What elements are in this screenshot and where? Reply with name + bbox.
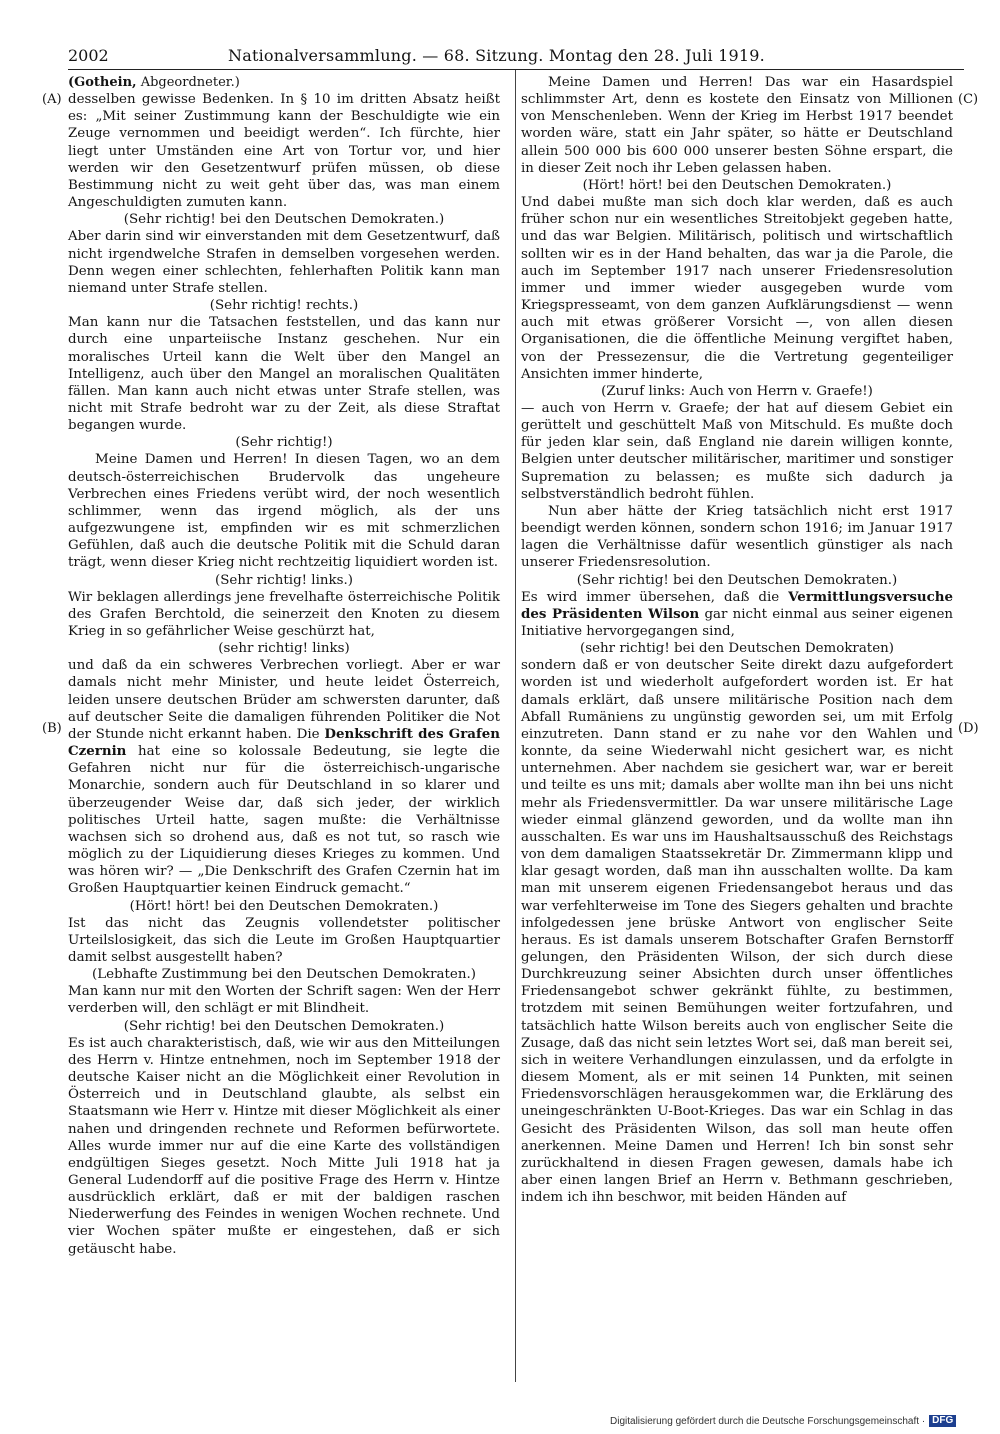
paragraph-text: (Sehr richtig!) [235,435,333,451]
paragraph [521,503,953,572]
paragraph-text: (Hört! hört! bei den Deutschen Demokraten.) [582,177,892,193]
paragraph-text: hat eine so kolossale Bedeutung, sie legte die Gefahren nicht nur für die österreichisch-ungarische Monarchie, sondern auch für Deutschland in so klarer und überzeugender Weise dar, daß sich jeder, der wirklich politisches Urteil hatte, sagen mußte: die Verhältnisse wachsen sich so drohend aus, daß es not tut, so rasch wie möglich zu der Liquidierung dieses Krieges zu kommen. Und was hören wir? — „Die Denkschrift des Grafen Czernin hat im Großen Hauptquartier keinen Eindruck gemacht.“ [68,744,500,897]
paragraph-text: — auch von Herrn v. Graefe; der hat auf diesem Gebiet ein gerüttelt und geschüttelt Maß von Mitschuld. Es mußte doch für jeden klar sein, daß England nie darein willigen konnte, Belgien unter deutscher militärischer, maritimer und sonstiger Supremation zu belassen; es mußte sich dadurch ja selbstverständlich bedroht fühlen. [521,400,953,502]
paragraph-text: sondern daß er von deutscher Seite direkt dazu aufgefordert worden ist und wiederholt aufgefordert worden ist. Er hat damals erklärt, daß unsere militärische Position nach dem Abfall Rumäniens zu ungünstig geworden sei, um mit Erfolg einzutreten. Dann stand er zu nahe vor den Wahlen und konnte, da seine Wiederwahl nicht gesichert war, es nicht unternehmen. Aber nachdem sie gesichert war, war er bereit und teilte es uns mit; damals aber wollte man ihn bei uns nicht mehr als Friedensvermittler. Da war unsere militärische Lage wieder einmal glänzend geworden, und da wollte man ihn ausschalten. Es war uns im Haushaltsausschuß des Reichstags von dem damaligen Staatssekretär Dr. Zimmermann klipp und klar gesagt worden, daß man ihn ausschalten wollte. Da kam man mit unserem eigenen Friedensangebot heraus und das war verfehlterweise im Tone des Siegers gehalten und brachte infolgedessen jene brüske Antwort von englischer Seite heraus. Es ist damals unserem Botschafter Grafen Bernstorff gelungen, den Präsidenten Wilson, der sich durch diese Durchkreuzung seiner Absichten durch unser öffentliches Friedensangebot schwer gekränkt fühlte, zu bestimmen, trotzdem mit seinen Bemühungen weiter fortzufahren, und tatsächlich hatte Wilson bereits auch von englischer Seite die Zusage, daß das nicht sein letztes Wort sei, daß man bereit sei, sich in weitere Verhandlungen einzulassen, und da erfolgte in diesem Moment, als er mit seinen 14 Punkten, mit seinen Friedensvorschlägen herausgekommen war, die Erklärung des uneingeschränkten U-Boot-Krieges. Das war ein Schlag in das Gesicht des Präsidenten Wilson, das soll man heute offen anerkennen. Meine Damen und Herren! Ich bin sonst sehr zurückhaltend in diesen Fragen gewesen, damals habe ich aber einen langen Brief an Herrn v. Bethmann geschrieben, indem ich ihn beschwor, mit beiden Händen auf [521,658,953,1206]
paragraph-text: (Sehr richtig! bei den Deutschen Demokraten.) [576,572,898,588]
paragraph-text: (Sehr richtig! rechts.) [209,298,359,314]
interjection [521,383,953,400]
speaker-role: Abgeordneter.) [136,75,240,90]
paragraph-text: Man kann nur die Tatsachen feststellen, und das kann nur durch eine unparteiische Instanz geschehen. Nur ein moralisches Urteil kann die Welt über den Mangel an Intelligenz, auch über den Mangel an moralischen Qualitäten fällen. Man kann auch nicht etwas unter Strafe stellen, was nicht mit Strafe bedroht war zu der Zeit, als diese Straftat begangen wurde. [68,315,500,434]
paragraph-text: gar nicht einmal aus seiner eigenen Initiative hervorgegangen sind, [521,606,953,639]
interjection [68,434,500,451]
interjection [521,572,953,589]
paragraph [68,1035,500,1258]
paragraph-text: (Sehr richtig! bei den Deutschen Demokraten.) [123,1018,445,1034]
paragraph-text: Und dabei mußte man sich doch klar werden, daß es auch früher schon nur ein wesentliches Streitobjekt gegeben hatte, und das war Belgien. Militärisch, politisch und wirtschaftlich sollten wir es in der Hand behalten, das war ja die Parole, die auch im September 1917 nach unserer Friedensresolution immer und immer wieder ausgegeben wurde vom Kriegspresseamt, von dem ganzen Aufklärungsdienst — wenn auch mit etwas größerer Vorsicht —, von allen diesen Organisationen, die die öffentliche Meinung vergiftet haben, von der Pressezensur, die die Vertretung gegenteiliger Ansichten immer hinderte, [521,195,953,382]
paragraph [68,589,500,640]
interjection [68,572,500,589]
paragraph [521,400,953,503]
interjection [68,966,500,983]
paragraph-text: Wir beklagen allerdings jene frevelhafte österreichische Politik des Grafen Berchtold, die seinerzeit den Knoten zu diesem Krieg in so gefährlicher Weise geschürzt hat, [68,589,500,639]
paragraph [68,657,500,897]
paragraph-text: (sehr richtig! bei den Deutschen Demokraten) [580,641,894,657]
interjection [68,297,500,314]
paragraph-text: Es ist auch charakteristisch, daß, wie wir aus den Mitteilungen des Herrn v. Hintze entnehmen, noch im September 1918 der deutsche Kaiser nicht an die Möglichkeit einer Revolution in Österreich und in Deutschland glaubte, als selbst ein Staatsmann wie Herr v. Hintze mit dieser Möglichkeit als einer nahen und dringenden rechnete und Reformen befürwortete. Alles wurde immer nur auf die eine Karte des vollständigen endgültigen Sieges gesetzt. Noch Mitte Juli 1918 hat ja General Ludendorff auf die positive Frage des Herrn v. Hintze ausdrücklich erklärt, daß er mit der baldigen raschen Niederwerfung des Feindes in wenigen Wochen rechnete. Und vier Wochen später mußte er eingestehen, daß er sich getäuscht habe. [68,1035,500,1257]
interjection [521,177,953,194]
paragraph-text: Meine Damen und Herren! In diesen Tagen, wo an dem deutsch-österreichischen Brudervolk das ungeheure Verbrechen eines Friedens verübt wird, der noch wesentlich schlimmer, wenn das irgend möglich, als der uns aufgezwungene ist, empfinden wir es mit schmerzlichen Gefühlen, daß auch die deutsche Politik mit die Schuld daran trägt, wenn dieser Krieg nicht rechtzeitig liquidiert worden ist. [68,452,500,571]
paragraph-text: desselben gewisse Bedenken. In § 10 im dritten Absatz heißt es: „Mit seiner Zustimmung kann der Beschuldigte wie ein Zeuge vernommen und beeidigt werden“. Ich fürchte, hier liegt unter Umständen eine Art von Tortur vor, und hier werden wir den Gesetzentwurf prüfen müssen, ob diese Bestimmung nicht zu weit geht über das, was man einem Angeschuldigten zumuten kann. [68,92,500,211]
column-divider [515,70,516,1382]
paragraph [521,194,953,383]
running-title: Nationalversammlung. — 68. Sitzung. Montag den 28. Juli 1919. [228,46,765,65]
paragraph-text: (Hört! hört! bei den Deutschen Demokraten.) [129,898,439,914]
paragraph-text: Ist das nicht das Zeugnis vollendetster politischer Urteilslosigkeit, das sich die Leute im Großen Hauptquartier damit selbst ausgestellt haben? [68,915,500,965]
page-number: 2002 [68,46,109,65]
paragraph [68,314,500,434]
interjection [68,211,500,228]
emphasis-text: Vermittlungsversuche des Präsidenten Wilson [521,588,953,622]
paragraph-text: (Zuruf links: Auch von Herrn v. Graefe!) [601,383,873,399]
header-rule [68,69,964,70]
interjection [68,640,500,657]
page-header [68,44,768,68]
paragraph [68,451,500,571]
margin-marker-c: (C) [958,92,979,107]
paragraph-text: (sehr richtig! links) [218,641,350,657]
margin-marker-a: (A) [42,92,62,107]
paragraph-text: Aber darin sind wir einverstanden mit dem Gesetzentwurf, daß nicht irgendwelche Strafen in demselben vorgesehen werden. Denn wegen einer schlechten, fehlerhaften Politik kann man niemand unter Strafe stellen. [68,229,500,296]
left-column [68,74,500,1258]
paragraph [68,915,500,966]
right-column [521,74,953,1206]
paragraph-text: (Sehr richtig! bei den Deutschen Demokraten.) [123,212,445,228]
speaker-name: (Gothein, [68,75,137,90]
paragraph-text: (Lebhafte Zustimmung bei den Deutschen Demokraten.) [92,967,476,983]
paragraph [68,91,500,211]
paragraph-text: Es wird immer übersehen, daß die [521,589,789,605]
paragraph-text: Nun aber hätte der Krieg tatsächlich nicht erst 1917 beendigt werden können, sondern schon 1916; im Januar 1917 lagen die Verhältnisse dafür wesentlich günstiger als nach unserer Friedensresolution. [521,503,953,571]
margin-marker-d: (D) [958,721,979,736]
interjection [68,1018,500,1035]
paragraph-text: Man kann nur mit den Worten der Schrift sagen: Wen der Herr verderben will, den schlägt er mit Blindheit. [68,984,500,1017]
dfg-logo: DFG [929,1415,956,1427]
paragraph [521,74,953,177]
footer-credit [610,1414,1000,1430]
paragraph [68,228,500,297]
paragraph-text: und daß da ein schweres Verbrechen vorliegt. Aber er war damals nicht mehr Minister, und heute leidet Österreich, leiden unsere deutschen Brüder am schwersten darunter, daß auf deutscher Seite die damaligen führenden Politiker die Not der Stunde nicht erkannt haben. Die [68,658,500,742]
paragraph [68,983,500,1017]
paragraph-text: (Sehr richtig! links.) [215,572,353,588]
interjection [521,640,953,657]
paragraph [521,589,953,640]
paragraph-text: Meine Damen und Herren! Das war ein Hasardspiel schlimmster Art, denn es kostete den Einsatz von Millionen von Menschenleben. Wenn der Krieg im Herbst 1917 beendet worden wäre, statt ein Jahr später, so hätte er Deutschland allein 500 000 bis 600 000 unserer besten Söhne erspart, die in dieser Zeit noch ihr Leben gelassen haben. [521,75,953,176]
interjection [68,898,500,915]
paragraph [521,657,953,1206]
margin-marker-b: (B) [42,721,62,736]
speaker-line [68,74,500,91]
emphasis-text: Denkschrift des Grafen Czernin [68,725,500,760]
footer-text: Digitalisierung gefördert durch die Deutsche Forschungsgemeinschaft · [610,1416,926,1427]
